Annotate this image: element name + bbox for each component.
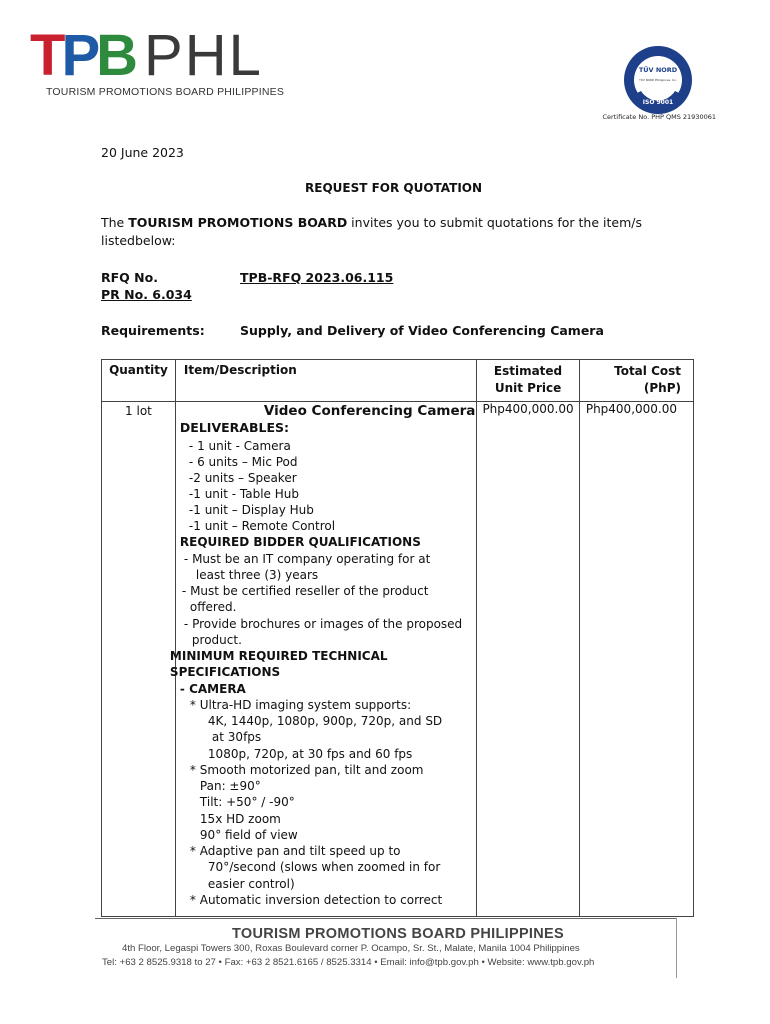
description-line: - 1 unit - Camera: [188, 439, 291, 453]
footer-title: TOURISM PROMOTIONS BOARD PHILIPPINES: [232, 926, 564, 942]
description-line: DELIVERABLES:: [179, 420, 289, 435]
description-line: -2 units – Speaker: [188, 471, 297, 485]
description-line: - 6 units – Mic Pod: [188, 455, 298, 469]
footer-contact: Tel: +63 2 8525.9318 to 27 • Fax: +63 2 8521.6165 / 8525.3314 • Email: info@tpb.gov.ph • Website: www.tpb.gov.ph: [102, 957, 595, 968]
quotation-table: [101, 359, 694, 917]
description-line: REQUIRED BIDDER QUALIFICATIONS: [179, 535, 421, 549]
footer-divider: [95, 918, 677, 919]
description-line: 4K, 1440p, 1080p, 900p, 720p, and SD: [207, 714, 443, 728]
description-line: product.: [191, 633, 242, 647]
logo-letter-t: T: [30, 23, 62, 88]
description-line: 15x HD zoom: [199, 812, 281, 826]
cell-description: [169, 402, 476, 917]
description-line: least three (3) years: [195, 568, 319, 582]
description-line: -1 unit - Table Hub: [188, 487, 300, 501]
description-line: at 30fps: [211, 730, 262, 744]
logo-phl: PHL: [144, 23, 263, 88]
description-line: - Must be an IT company operating for at: [183, 552, 431, 566]
table-header-row: [102, 360, 694, 402]
cell-unit-price: [477, 402, 580, 917]
description-line: Pan: ±90°: [199, 779, 261, 793]
badge-bottom-text: ISO 9001: [642, 99, 674, 106]
requirements-value: Supply, and Delivery of Video Conferencing Camera: [240, 323, 604, 338]
table-row: [102, 402, 694, 917]
description-line: -1 unit – Remote Control: [188, 519, 336, 533]
description-line: * Adaptive pan and tilt speed up to: [189, 844, 401, 858]
description-line: MINIMUM REQUIRED TECHNICAL: [169, 649, 388, 663]
header-item-text: Item/Description: [183, 363, 297, 377]
badge-top-text: TÜV NORD: [638, 66, 678, 74]
description-line: offered.: [189, 600, 237, 614]
cell-total: [580, 402, 694, 917]
description-line: 1080p, 720p, at 30 fps and 60 fps: [207, 747, 413, 761]
description-line: * Automatic inversion detection to correct: [189, 893, 443, 907]
description-line: - Must be certified reseller of the product: [181, 584, 429, 598]
header-unit-price-line2: Unit Price: [494, 381, 562, 395]
header-total-line1: Total Cost: [614, 364, 681, 378]
footer-address: 4th Floor, Legaspi Towers 300, Roxas Boulevard corner P. Ocampo, Sr. St., Malate, Manila 1004 Philippines: [122, 943, 580, 954]
letter-heading: REQUEST FOR QUOTATION: [305, 181, 483, 195]
description-line: SPECIFICATIONS: [169, 665, 281, 679]
item-title: Video Conferencing Camera: [263, 403, 476, 419]
rfq-value: TPB-RFQ 2023.06.115: [240, 270, 394, 285]
intro-line-1: [101, 215, 642, 230]
total-value: Php400,000.00: [585, 402, 677, 416]
intro-org: TOURISM PROMOTIONS BOARD: [128, 215, 348, 230]
iso-certification-badge-icon: [623, 45, 693, 115]
intro-post: invites you to submit quotations for the item/s: [347, 215, 642, 230]
requirements-label: Requirements:: [101, 323, 205, 338]
letter-date: 20 June 2023: [101, 145, 184, 160]
header-total-line2: (PhP): [643, 381, 681, 395]
logo-subtitle: TOURISM PROMOTIONS BOARD PHILIPPINES: [46, 86, 285, 98]
description-line: - Provide brochures or images of the proposed: [183, 617, 463, 631]
header-quantity-text: Quantity: [109, 363, 168, 377]
intro-line-2: listedbelow:: [101, 233, 176, 248]
header-unit-price: [477, 360, 580, 402]
description-line: -1 unit – Display Hub: [188, 503, 314, 517]
description-line: * Smooth motorized pan, tilt and zoom: [189, 763, 424, 777]
description-line: Tilt: +50° / -90°: [199, 795, 295, 809]
pr-number: PR No. 6.034: [101, 287, 192, 302]
intro-pre: The: [101, 215, 129, 230]
footer-vertical-divider: [676, 918, 677, 978]
logo-letter-p: P: [61, 23, 97, 88]
description-line: easier control): [207, 877, 295, 891]
description-line: 90° field of view: [199, 828, 298, 842]
logo-letter-b: B: [96, 23, 135, 88]
quantity-value: 1 lot: [125, 404, 152, 418]
unit-price-value: Php400,000.00: [482, 402, 574, 416]
rfq-label: RFQ No.: [101, 270, 158, 285]
tpb-logo: [30, 23, 263, 88]
header-quantity: [102, 360, 176, 402]
description-line: 70°/second (slows when zoomed in for: [207, 860, 441, 874]
header-unit-price-line1: Estimated: [493, 364, 563, 378]
description-line: * Ultra-HD imaging system supports:: [189, 698, 412, 712]
cell-quantity: [102, 402, 176, 917]
certificate-number: Certificate No. PHP QMS 21930061: [602, 113, 716, 121]
badge-small-text: TÜV NORD Philippines, Inc.: [639, 78, 677, 82]
description-line: - CAMERA: [179, 682, 246, 696]
header-total-cost: [580, 360, 694, 402]
description-block: [169, 402, 476, 916]
header-item: [175, 360, 476, 402]
